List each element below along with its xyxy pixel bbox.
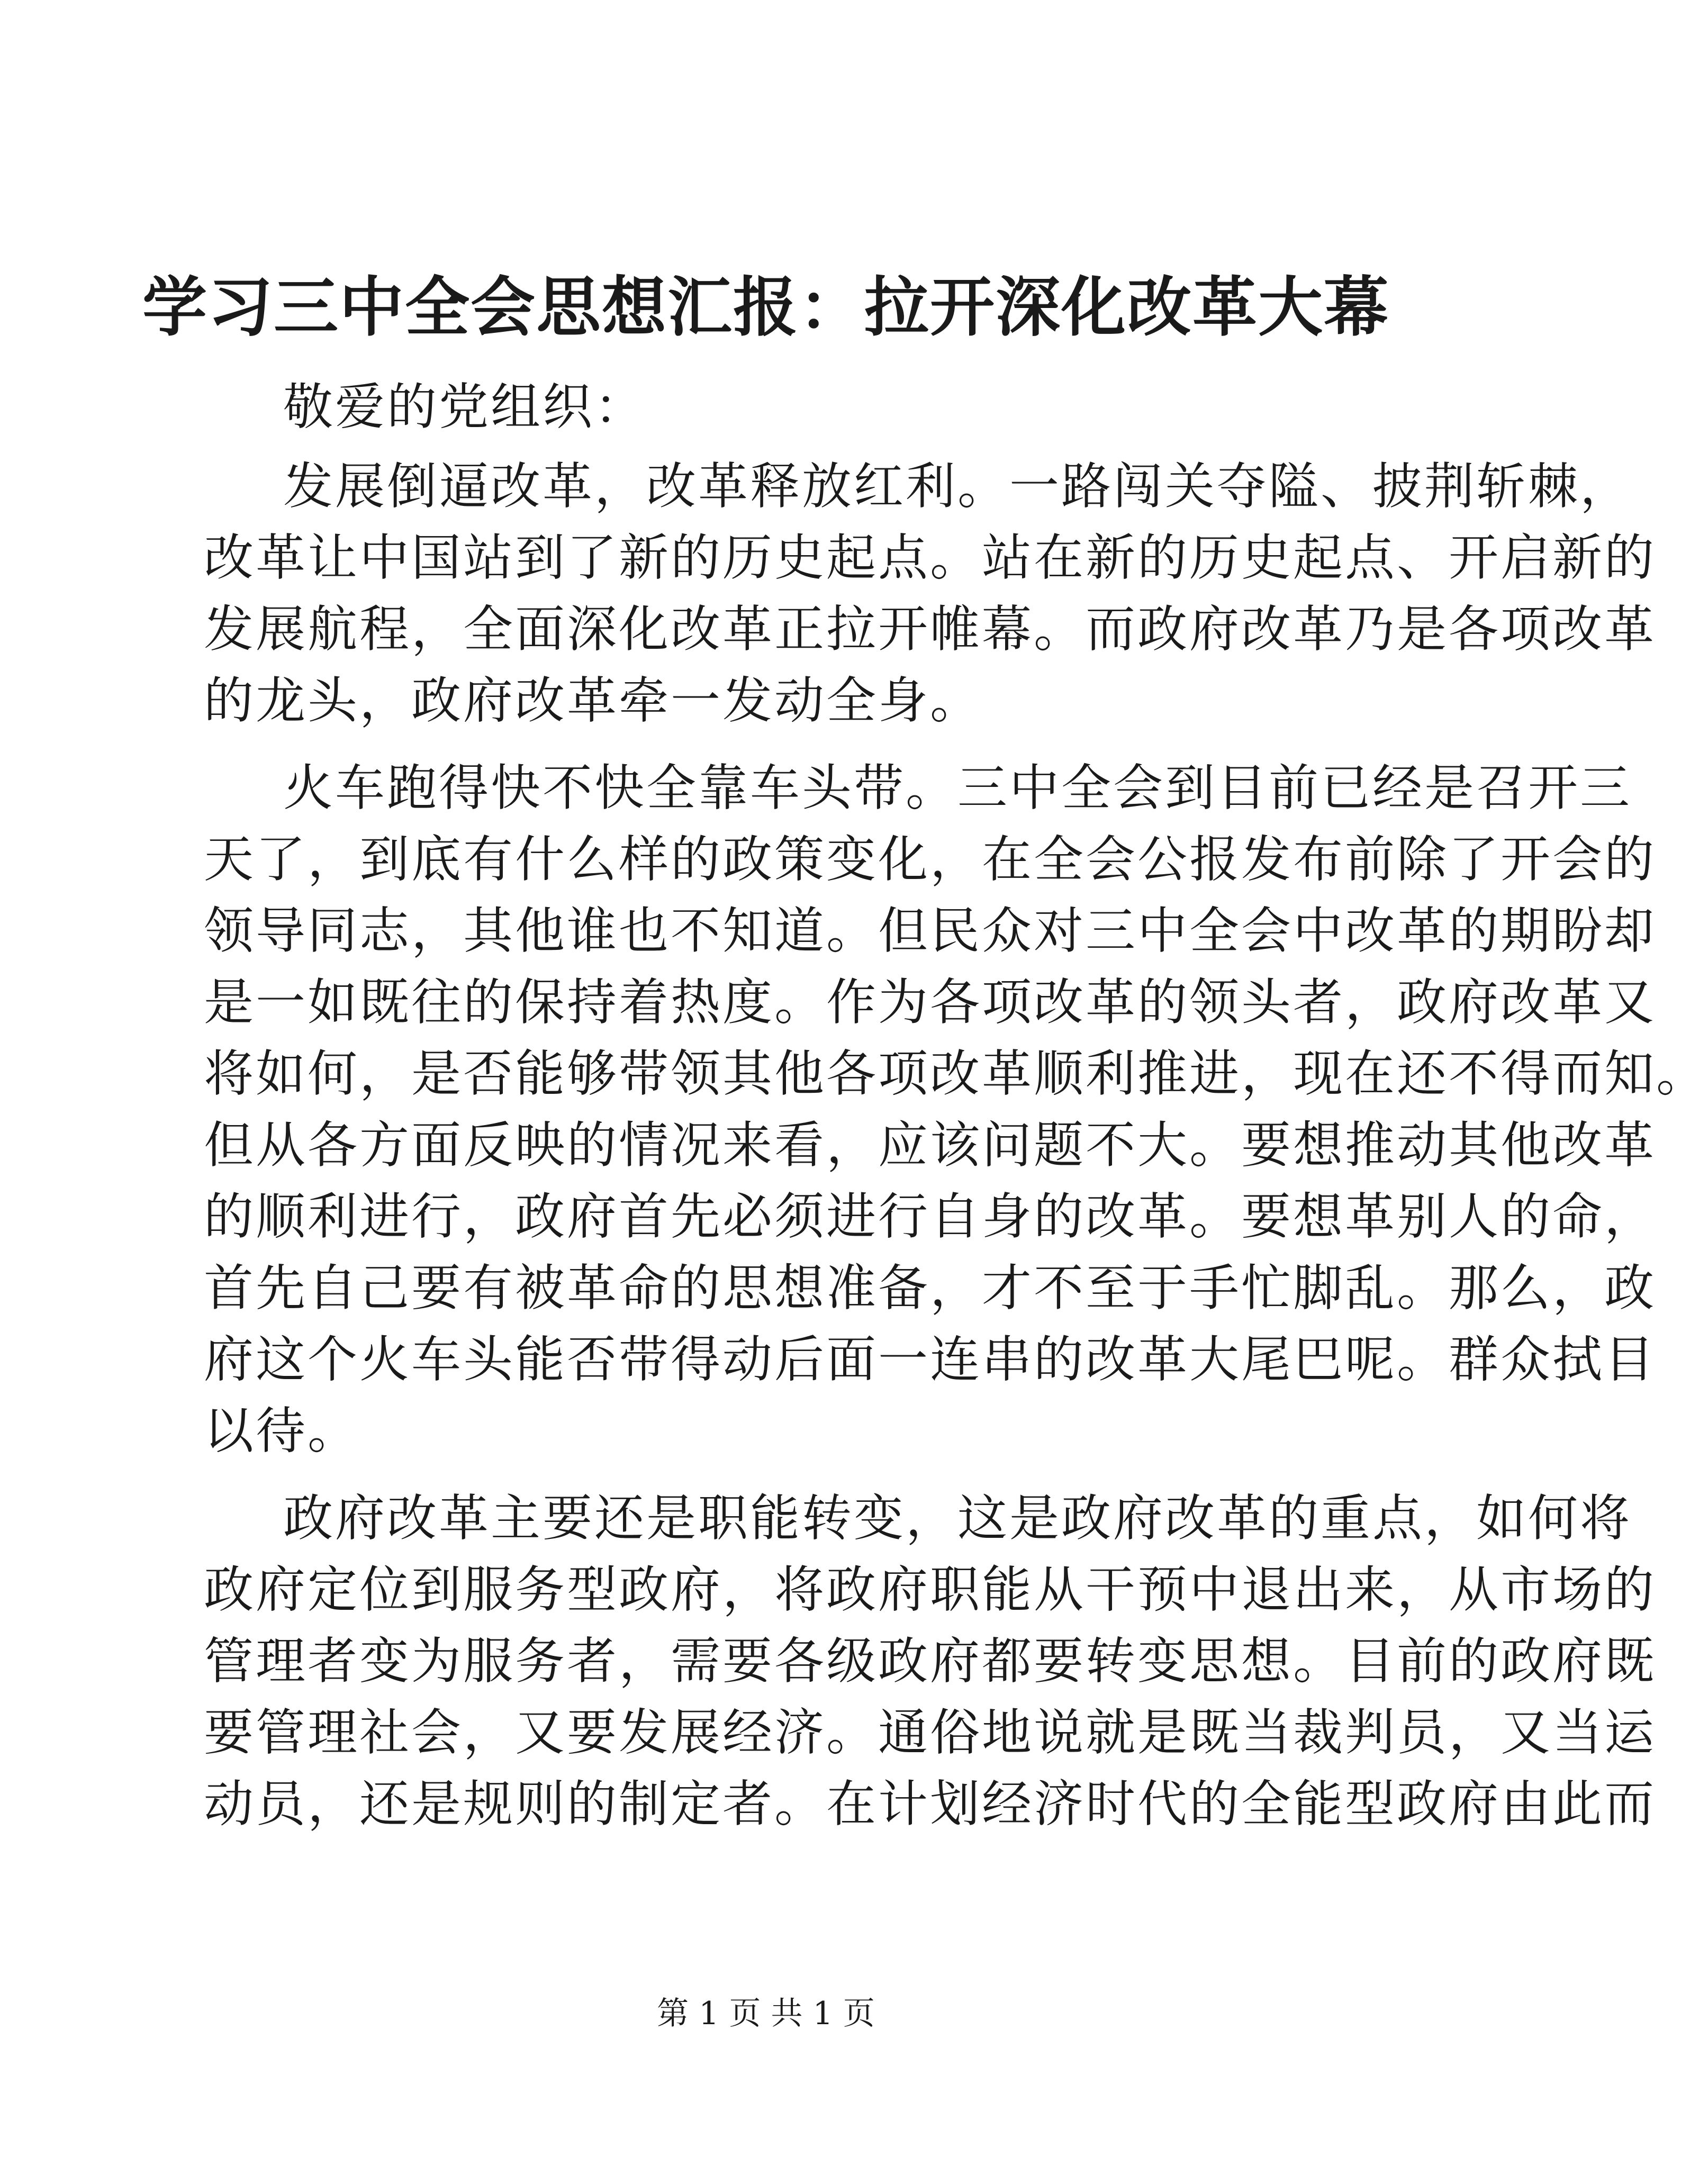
body-line: 将如何，是否能够带领其他各项改革顺利推进，现在还不得而知。	[204, 1045, 1708, 1103]
body-line: 发展倒逼改革，改革释放红利。一路闯关夺隘、披荆斩棘，	[283, 458, 1632, 515]
body-line: 但从各方面反映的情况来看，应该问题不大。要想推动其他改革	[204, 1117, 1657, 1174]
body-line: 的龙头，政府改革牵一发动全身。	[204, 672, 982, 730]
document-title: 学习三中全会思想汇报：拉开深化改革大幕	[142, 269, 1389, 345]
body-line: 的顺利进行，政府首先必须进行自身的改革。要想革别人的命，	[204, 1188, 1657, 1246]
body-line: 管理者变为服务者，需要各级政府都要转变思想。目前的政府既	[204, 1633, 1657, 1690]
body-line: 领导同志，其他谁也不知道。但民众对三中全会中改革的期盼却	[204, 902, 1657, 960]
greeting-line: 敬爱的党组织：	[283, 378, 647, 436]
body-line: 府这个火车头能否带得动后面一连串的改革大尾巴呢。群众拭目	[204, 1331, 1657, 1389]
body-line: 首先自己要有被革命的思想准备，才不至于手忙脚乱。那么，政	[204, 1259, 1657, 1317]
body-line: 是一如既往的保持着热度。作为各项改革的领头者，政府改革又	[204, 974, 1657, 1031]
body-line: 火车跑得快不快全靠车头带。三中全会到目前已经是召开三	[283, 759, 1632, 817]
body-line: 以待。	[204, 1402, 360, 1460]
body-line: 改革让中国站到了新的历史起点。站在新的历史起点、开启新的	[204, 529, 1657, 587]
body-line: 天了，到底有什么样的政策变化，在全会公报发布前除了开会的	[204, 831, 1657, 889]
body-line: 发展航程，全面深化改革正拉开帷幕。而政府改革乃是各项改革	[204, 601, 1657, 658]
body-line: 动员，还是规则的制定者。在计划经济时代的全能型政府由此而	[204, 1775, 1657, 1833]
body-line: 要管理社会，又要发展经济。通俗地说就是既当裁判员，又当运	[204, 1704, 1657, 1762]
body-line: 政府定位到服务型政府，将政府职能从干预中退出来，从市场的	[204, 1561, 1657, 1619]
page-number: 第 1 页 共 1 页	[657, 1995, 875, 2032]
body-line: 政府改革主要还是职能转变，这是政府改革的重点，如何将	[283, 1490, 1632, 1547]
